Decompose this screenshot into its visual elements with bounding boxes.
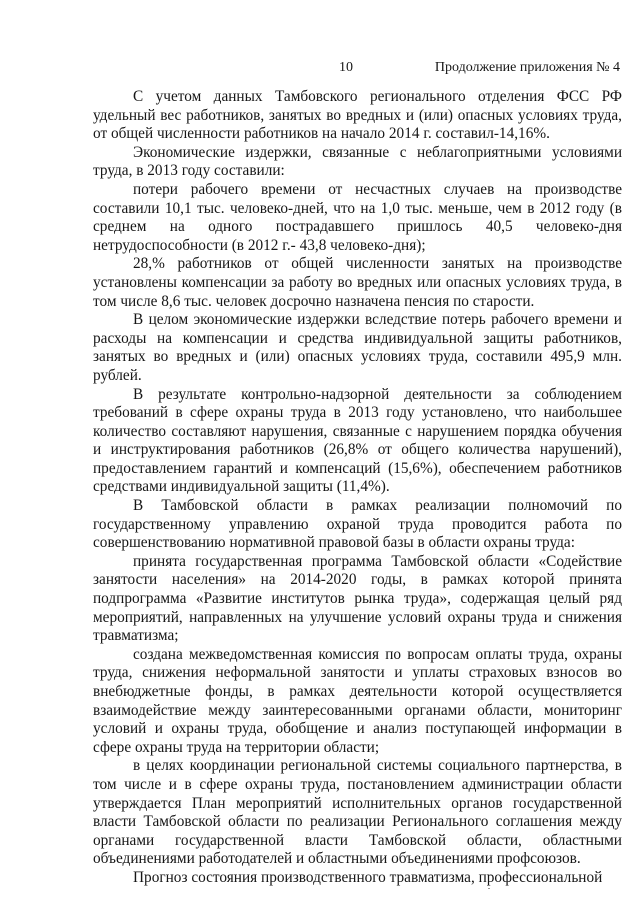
paragraph-compensation-share: 28,% работников от общей численности занятых на производстве установлены компенсации за работу во вредных или опасных условиях труда, в том числе 8,6 тыс. человек досрочно назначена пенсия по старости. [93, 255, 622, 310]
paragraph-inspection-results: В результате контрольно-надзорной деятельности за соблюдением требований в сфере охраны труда в 2013 году установлено, что наибольшее количество составляют нарушения, связанные с нарушением порядка обучения и инструктирования работников (26,8% от общего количества нарушений), предоставлением гарантий и компенсаций (15,6%), обеспечением работников средствами индивидуальной защиты (11,4%). [93, 385, 622, 496]
paragraph-state-program: принята государственная программа Тамбовской области «Содействие занятости населения» на 2014-2020 годы, в рамках которой принята подпрограмма «Развитие институтов рынка труда», содержащая целый ряд мероприятий, направленных на улучшение условий охраны труда и снижения травматизма; [93, 552, 622, 645]
paragraph-interagency-commission: создана межведомственная комиссия по вопросам оплаты труда, охраны труда, снижения неформальной занятости и уплаты страховых взносов во внебюджетные фонды, в рамках деятельности которой осуществляется взаимодействие между заинтересованными органами области, мониторинг условий и охраны труда, обобщение и анализ поступающей информации в сфере охраны труда на территории области; [93, 645, 622, 756]
paragraph-economic-costs-intro: Экономические издержки, связанные с неблагоприятными условиями труда, в 2013 году составили: [93, 143, 622, 180]
paragraph-injury-forecast: Прогноз состояния производственного травматизма, профессиональной [133, 868, 603, 886]
paragraph-social-partnership: в целях координации региональной системы социального партнерства, в том числе и в сфере охраны труда, постановлением администрации области утверждается План мероприятий исполнительных органов государственной власти Тамбовской области по реализации Регионального соглашения между органами государственной власти Тамбовской области, областными объединениями работодателей и областными объединениями профсоюзов. [93, 757, 622, 868]
appendix-continuation-label: Продолжение приложения № 4 [434, 60, 620, 75]
page-header [0, 60, 640, 80]
paragraph-regional-powers: В Тамбовской области в рамках реализации полномочий по государственному управлению охраной труда проводится работа по совершенствованию нормативной правовой базы в области охраны труда: [93, 497, 622, 552]
document-body [93, 88, 622, 888]
scan-artifact [488, 888, 490, 889]
paragraph-fss-share: С учетом данных Тамбовского регионального отделения ФСС РФ удельный вес работников, занятых во вредных и (или) опасных условиях труда, от общей численности работников на начало 2014 г. составил-14,16%. [93, 88, 622, 143]
page-number: 10 [339, 60, 353, 75]
paragraph-total-costs: В целом экономические издержки вследствие потерь рабочего времени и расходы на компенсации и средства индивидуальной защиты работников, занятых во вредных и (или) опасных условиях труда, составили 495,9 млн. рублей. [93, 311, 622, 384]
paragraph-lost-working-time: потери рабочего времени от несчастных случаев на производстве составили 10,1 тыс. человеко-дней, что на 1,0 тыс. меньше, чем в 2012 году (в среднем на одного пострадавшего пришлось 40,5 человеко-дня нетрудоспособности (в 2012 г.- 43,8 человеко-дня); [93, 180, 622, 254]
